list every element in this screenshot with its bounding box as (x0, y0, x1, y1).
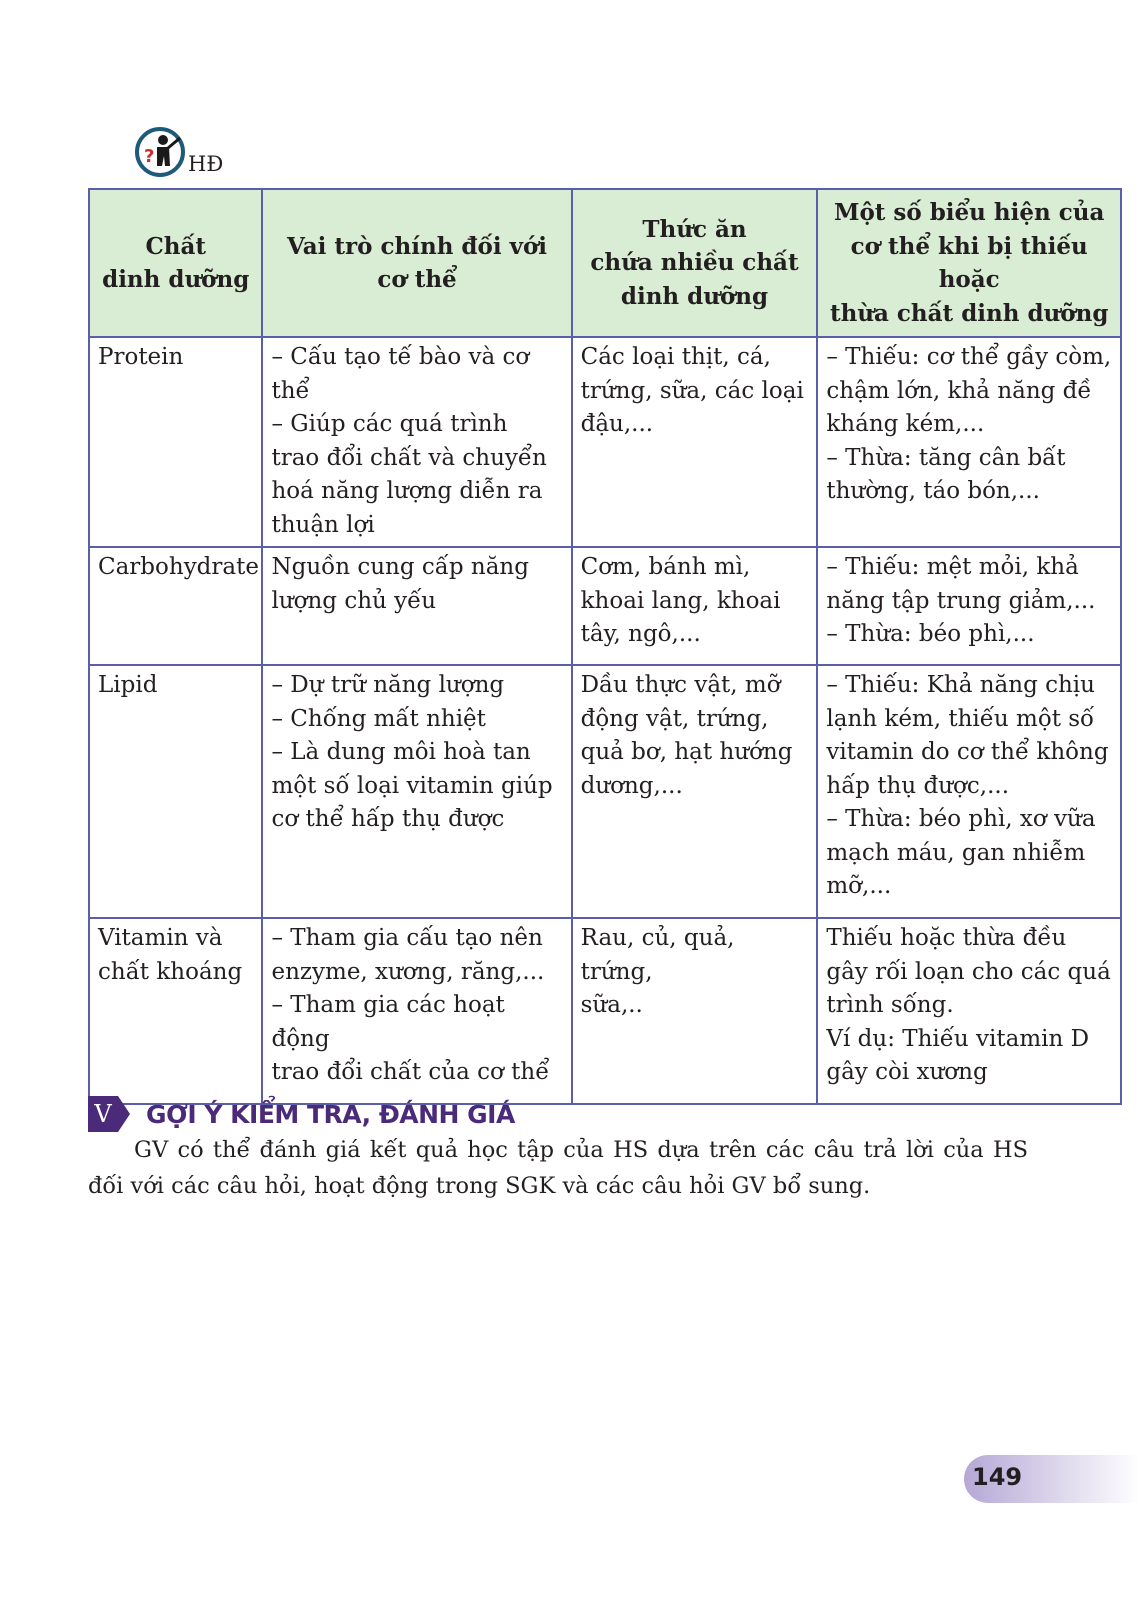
table-cell-role: – Cấu tạo tế bào và cơ thể – Giúp các quá trình trao đổi chất và chuyển hoá năng lượng diễn ra thuận lợi (262, 337, 571, 547)
teacher-pointer-icon (134, 126, 186, 178)
table-cell-symptoms: – Thiếu: mệt mỏi, khả năng tập trung giảm,... – Thừa: béo phì,... (817, 547, 1121, 665)
table-cell-symptoms: – Thiếu: cơ thể gầy còm, chậm lớn, khả năng đề kháng kém,... – Thừa: tăng cân bất thường, táo bón,... (817, 337, 1121, 547)
section-title: GỢI Ý KIỂM TRA, ĐÁNH GIÁ (146, 1099, 515, 1129)
table-cell-role: – Dự trữ năng lượng – Chống mất nhiệt – Là dung môi hoà tan một số loại vitamin giúp cơ thể hấp thụ được (262, 665, 571, 918)
table-cell-foods: Các loại thịt, cá, trứng, sữa, các loại đậu,... (572, 337, 818, 547)
header-foods: Thức ăn chứa nhiều chất dinh dưỡng (572, 189, 818, 337)
assessment-paragraph: GV có thể đánh giá kết quả học tập của HS dựa trên các câu trả lời của HS đối với các câu hỏi, hoạt động trong SGK và các câu hỏi GV bổ sung. (88, 1137, 1028, 1199)
header-nutrient: Chất dinh dưỡng (89, 189, 262, 337)
table-cell-foods: Rau, củ, quả, trứng, sữa,.. (572, 918, 818, 1104)
table-cell-foods: Dầu thực vật, mỡ động vật, trứng, quả bơ, hạt hướng dương,... (572, 665, 818, 918)
activity-marker (134, 126, 223, 178)
svg-text:?: ? (144, 146, 155, 167)
table-cell-role: Nguồn cung cấp năng lượng chủ yếu (262, 547, 571, 665)
header-symptoms: Một số biểu hiện của cơ thể khi bị thiếu hoặc thừa chất dinh dưỡng (817, 189, 1121, 337)
table-row (89, 665, 1121, 918)
nutrition-table (88, 188, 1122, 1105)
table-cell-nutrient: Protein (89, 337, 262, 547)
table-cell-role: – Tham gia cấu tạo nên enzyme, xương, răng,... – Tham gia các hoạt động trao đổi chất của cơ thể (262, 918, 571, 1104)
table-cell-symptoms: – Thiếu: Khả năng chịu lạnh kém, thiếu một số vitamin do cơ thể không hấp thụ được,... – Thừa: béo phì, xơ vữa mạch máu, gan nhiễm mỡ,... (817, 665, 1121, 918)
table-cell-foods: Cơm, bánh mì, khoai lang, khoai tây, ngô,... (572, 547, 818, 665)
table-cell-nutrient: Lipid (89, 665, 262, 918)
section-number-badge: V (88, 1096, 118, 1132)
page-number: 149 (972, 1463, 1023, 1491)
header-role: Vai trò chính đối với cơ thể (262, 189, 571, 337)
table-row (89, 918, 1121, 1104)
table-cell-nutrient: Carbohydrate (89, 547, 262, 665)
table-row (89, 547, 1121, 665)
table-cell-symptoms: Thiếu hoặc thừa đều gây rối loạn cho các quá trình sống. Ví dụ: Thiếu vitamin D gây còi xương (817, 918, 1121, 1104)
table-header-row (89, 189, 1121, 337)
table-row (89, 337, 1121, 547)
table-cell-nutrient: Vitamin và chất khoáng (89, 918, 262, 1104)
activity-label: HĐ (188, 152, 224, 176)
section-header (88, 1096, 515, 1132)
